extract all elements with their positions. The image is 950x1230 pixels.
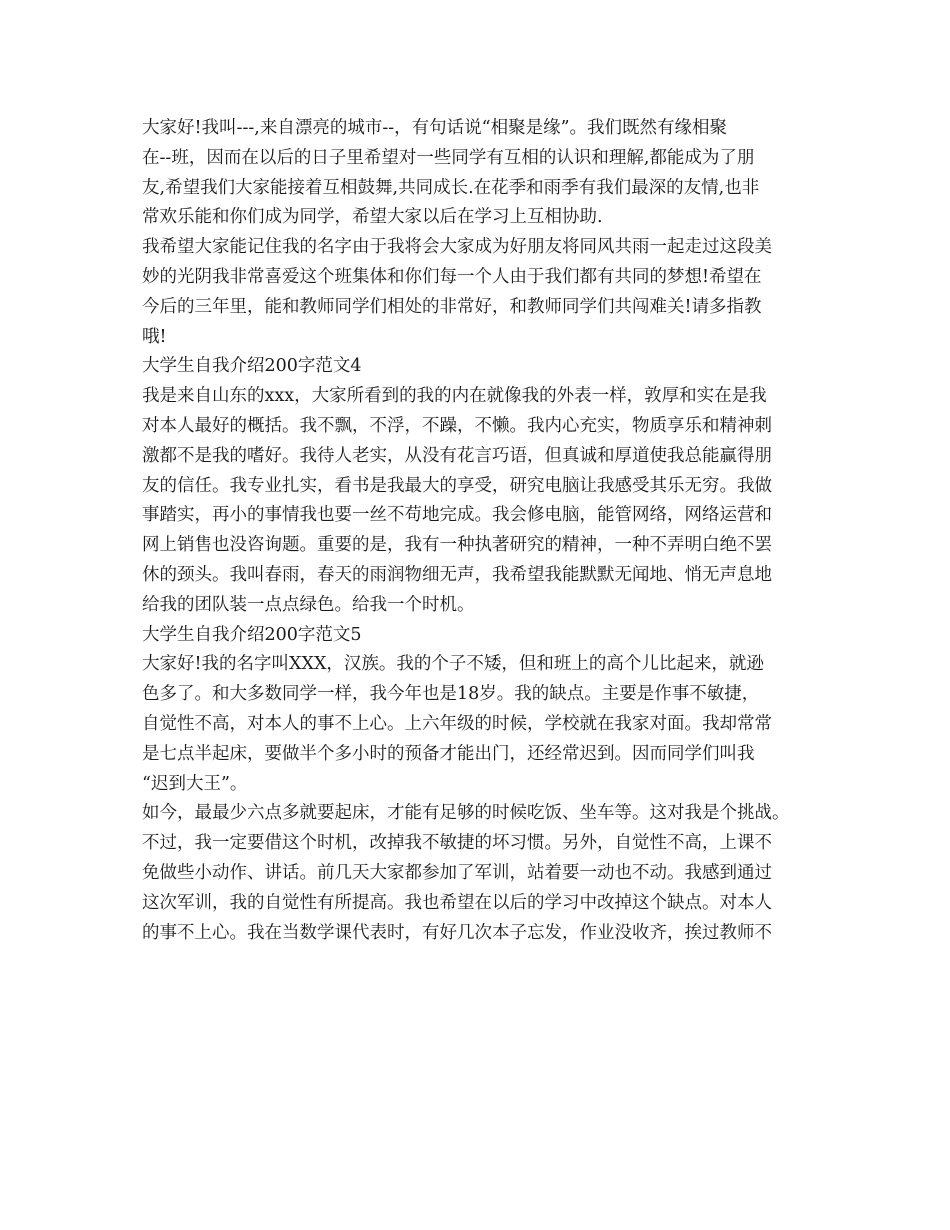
text-line: 自觉性不高，对本人的事不上心。上六年级的时候，学校就在我家对面。我却常常 bbox=[142, 713, 772, 734]
text-line: 大家好!我的名字叫XXX，汉族。我的个子不矮，但和班上的高个儿比起来，就逊 bbox=[142, 654, 764, 675]
section-heading: 大学生自我介绍200字范文4 bbox=[142, 356, 362, 377]
text-line: 这次军训，我的自觉性有所提高。我也希望在以后的学习中改掉这个缺点。对本人 bbox=[142, 892, 772, 913]
text-line: 在--班，因而在以后的日子里希望对一些同学有互相的认识和理解,都能成为了朋 bbox=[142, 147, 755, 168]
text-line: 给我的团队装一点点绿色。给我一个时机。 bbox=[142, 594, 475, 615]
text-line: 如今，最最少六点多就要起床，才能有足够的时候吃饭、坐车等。这对我是个挑战。 bbox=[142, 803, 790, 824]
text-line: 常欢乐能和你们成为同学，希望大家以后在学习上互相协助. bbox=[142, 207, 603, 228]
text-line: 的事不上心。我在当数学课代表时，有好几次本子忘发，作业没收齐，挨过教师不 bbox=[142, 922, 772, 943]
text-line: 友,希望我们大家能接着互相鼓舞,共同成长.在花季和雨季有我们最深的友情,也非 bbox=[142, 177, 760, 198]
text-line: 哦! bbox=[142, 326, 167, 347]
text-line: 对本人最好的概括。我不飘，不浮，不躁，不懒。我内心充实，物质享乐和精神刺 bbox=[142, 415, 772, 436]
text-line: 休的颈头。我叫春雨，春天的雨润物细无声，我希望我能默默无闻地、悄无声息地 bbox=[142, 564, 772, 585]
document-body bbox=[142, 114, 822, 948]
text-line: 不过，我一定要借这个时机，改掉我不敏捷的坏习惯。另外，自觉性不高，上课不 bbox=[142, 833, 772, 854]
text-line: 免做些小动作、讲话。前几天大家都参加了军训，站着要一动也不动。我感到通过 bbox=[142, 862, 772, 883]
text-line: 事踏实，再小的事情我也要一丝不苟地完成。我会修电脑，能管网络，网络运营和 bbox=[142, 505, 772, 526]
text-line: 是七点半起床，要做半个多小时的预备才能出门，还经常迟到。因而同学们叫我 bbox=[142, 743, 755, 764]
text-line: 大家好!我叫---,来自漂亮的城市--，有句话说“相聚是缘”。我们既然有缘相聚 bbox=[142, 118, 728, 138]
text-line: 我是来自山东的xxx，大家所看到的我的内在就像我的外表一样，敦厚和实在是我 bbox=[142, 386, 767, 407]
section-heading: 大学生自我介绍200字范文5 bbox=[142, 624, 362, 645]
text-line: 友的信任。我专业扎实，看书是我最大的享受，研究电脑让我感受其乐无穷。我做 bbox=[142, 475, 772, 496]
text-line: “迟到大王”。 bbox=[142, 773, 248, 794]
text-line: 妙的光阴我非常喜爱这个班集体和你们每一个人由于我们都有共同的梦想!希望在 bbox=[142, 266, 762, 287]
text-line: 我希望大家能记住我的名字由于我将会大家成为好朋友将同风共雨一起走过这段美 bbox=[142, 237, 772, 258]
text-line: 激都不是我的嗜好。我待人老实，从没有花言巧语，但真诚和厚道使我总能赢得朋 bbox=[142, 445, 772, 466]
text-line: 今后的三年里，能和教师同学们相处的非常好，和教师同学们共闯难关!请多指教 bbox=[142, 296, 762, 317]
text-line: 网上销售也没咨询题。重要的是，我有一种执著研究的精神，一种不弄明白绝不罢 bbox=[142, 535, 772, 556]
text-line: 色多了。和大多数同学一样，我今年也是18岁。我的缺点。主要是作事不敏捷， bbox=[142, 684, 760, 705]
